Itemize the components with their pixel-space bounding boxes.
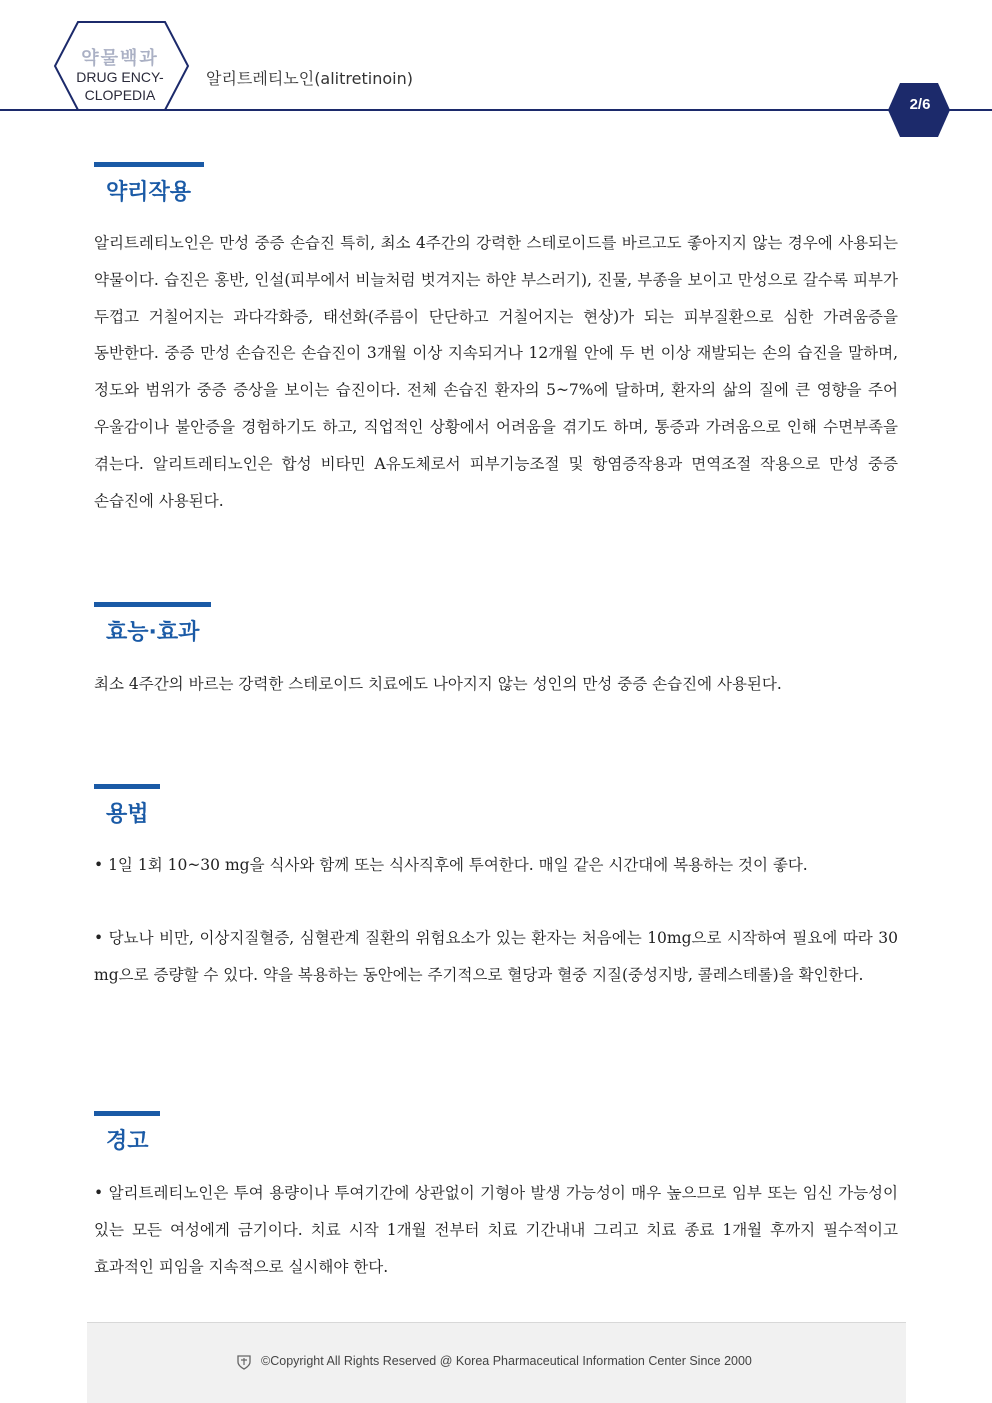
page-indicator: 2/6 [909,96,931,113]
logo-english-line2: CLOPEDIA [84,87,156,103]
indications-paragraph: 최소 4주간의 바르는 강력한 스테로이드 치료에도 나아지지 않는 성인의 만성 중증 손습진에 사용된다. [94,675,782,693]
drug-name-title: 알리트레티노인(alitretinoin) [206,69,413,88]
section-bar [94,1111,160,1116]
shield-emblem-icon [236,1354,252,1370]
footer [87,1322,906,1403]
logo-english-line1: DRUG ENCY- [76,69,164,85]
section-title-warnings: 경고 [106,1129,149,1154]
section-title-dosage: 용법 [106,802,149,827]
section-bar [94,784,160,789]
section-title-indications: 효능·효과 [106,620,200,645]
dosage-item: • 당뇨나 비만, 이상지질혈증, 심혈관계 질환의 위험요소가 있는 환자는 처음에는 10mg으로 시작하여 필요에 따라 30 mg으로 증량할 수 있다. 약을 복용하는 동안에는 주기적으로 혈당과 혈중 지질(중성지방, 콜레스테롤)을 확인한다. [94,929,898,984]
section-bar [94,162,204,167]
section-title-pharmacology: 약리작용 [106,180,192,205]
warning-item: • 알리트레티노인은 투여 용량이나 투여기간에 상관없이 기형아 발생 가능성이 매우 높으므로 임부 또는 임신 가능성이 있는 모든 여성에게 금기이다. 치료 시작 1개월 전부터 치료 기간내내 그리고 치료 종료 1개월 후까지 필수적이고 효과적인 피임을 지속적으로 실시해야 한다. [94,1184,898,1276]
logo-korean: 약물백과 [81,48,159,68]
section-bar [94,602,211,607]
footer-copyright: ©Copyright All Rights Reserved @ Korea Pharmaceutical Information Center Since 2000 [261,1354,752,1368]
dosage-item: • 1일 1회 10~30 mg을 식사와 함께 또는 식사직후에 투여한다. 매일 같은 시간대에 복용하는 것이 좋다. [94,856,808,874]
pharmacology-paragraph: 알리트레티노인은 만성 중증 손습진 특히, 최소 4주간의 강력한 스테로이드를 바르고도 좋아지지 않는 경우에 사용되는 약물이다. 습진은 홍반, 인설(피부에서 비늘처럼 벗겨지는 하얀 부스러기), 진물, 부종을 보이고 만성으로 갈수록 피부가 두껍고 거칠어지는 과다각화증, 태선화(주름이 단단하고 거칠어지는 현상)가 되는 피부질환으로 심한 가려움증을 동반한다. 중증 만성 손습진은 손습진이 3개월 이상 지속되거나 12개월 안에 두 번 이상 재발되는 손의 습진을 말하며, 정도와 범위가 중증 증상을 보이는 습진이다. 전체 손습진 환자의 5~7%에 달하며, 환자의 삶의 질에 큰 영향을 주어 우울감이나 불안증을 경험하기도 하고, 직업적인 상황에서 어려움을 겪기도 하며, 통증과 가려움으로 인해 수면부족을 겪는다. 알리트레티노인은 합성 비타민 A유도체로서 피부기능조절 및 항염증작용과 면역조절 작용으로 만성 중증 손습진에 사용된다. [94,234,898,510]
